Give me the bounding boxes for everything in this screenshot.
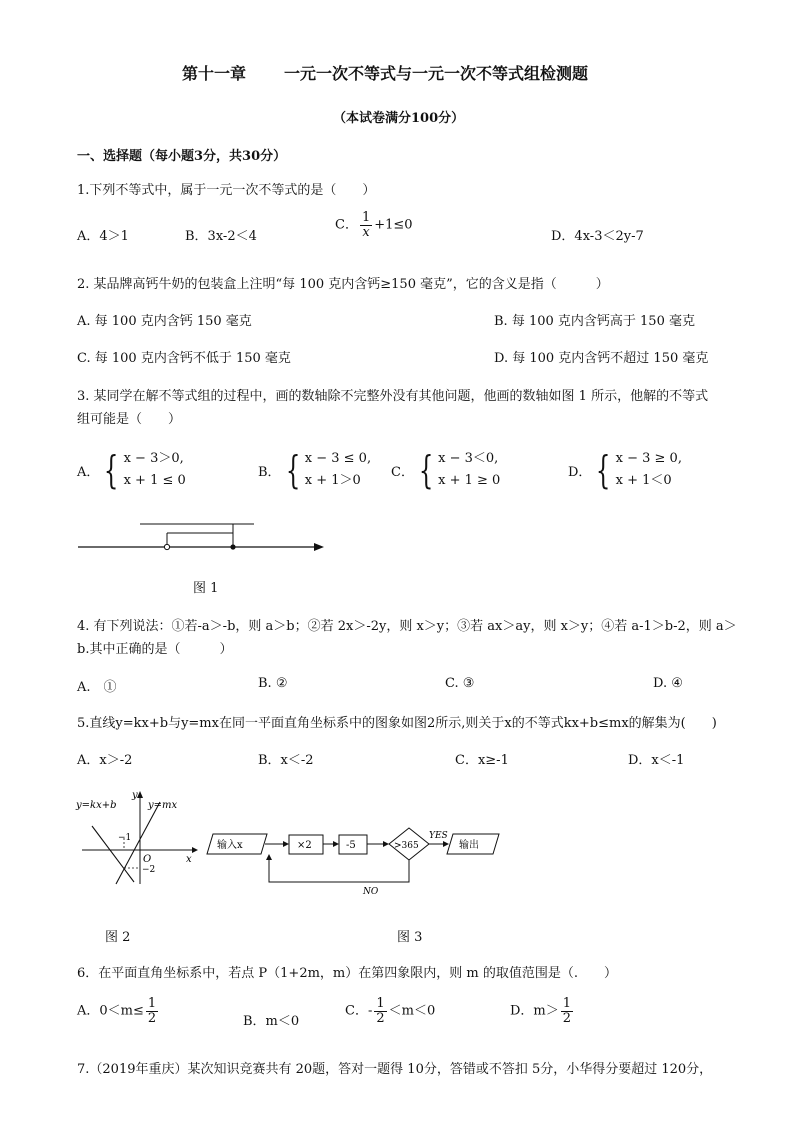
closed-point	[230, 544, 235, 549]
q5-option-c: C．x≥-1	[455, 753, 509, 768]
q4-option-d: D. ④	[653, 676, 683, 691]
tick-neg2: −2	[142, 865, 156, 875]
section-heading: 一、选择题（每小题3分，共30分）	[77, 149, 287, 164]
q6-option-d: D．m＞ $\frac{1}{2}$	[510, 996, 572, 1026]
q4-option-a: A. ①	[77, 680, 117, 695]
q6-option-a: A．0＜m≤ $\frac{1}{2}$	[77, 996, 157, 1026]
label-x: x	[186, 854, 192, 865]
flow-output-label: 输出	[459, 840, 479, 851]
q4-option-c: C. ③	[445, 676, 475, 691]
q1-stem: 1.下列不等式中，属于一元一次不等式的是（ ）	[77, 183, 376, 198]
x-axis-arrow	[192, 847, 198, 853]
label-origin: O	[143, 854, 152, 865]
q2-option-b: B. 每 100 克内含钙高于 150 毫克	[494, 314, 695, 329]
figure-3-flowchart	[205, 826, 505, 898]
q6-stem: 6．在平面直角坐标系中，若点 P（1+2m，m）在第四象限内，则 m 的取值范围是（. ）	[77, 966, 617, 981]
q1-option-c: C． $\frac{1}{x}$ +1≤0	[335, 210, 413, 240]
q2-option-c: C. 每 100 克内含钙不低于 150 毫克	[77, 351, 291, 366]
figure-1-caption: 图 1	[193, 581, 219, 596]
q5-option-a: A．x＞-2	[77, 753, 133, 768]
q3-option-b: B． { x − 3 ≤ 0, x + 1＞0	[258, 448, 372, 493]
q2-option-d: D. 每 100 克内含钙不超过 150 毫克	[494, 351, 709, 366]
figure-3-caption: 图 3	[397, 930, 423, 945]
figure-2-caption: 图 2	[105, 930, 131, 945]
figure-2-graph	[74, 788, 204, 888]
flow-yes-label: YES	[429, 831, 448, 841]
q6-option-b: B．m＜0	[243, 1014, 300, 1029]
number-line-arrow	[314, 543, 324, 551]
flow-no-label: NO	[363, 887, 379, 897]
flow-compare-label: >365	[394, 841, 419, 851]
q1-option-a: A．4＞1	[77, 229, 129, 244]
page-title	[182, 61, 588, 84]
y-axis-arrow	[137, 791, 143, 798]
tick-neg1: −1	[118, 833, 132, 843]
figure-1-number-line	[78, 518, 333, 558]
q2-stem: 2. 某品牌高钙牛奶的包装盒上注明“每 100 克内含钙≥150 毫克”，它的含义是指（ ）	[77, 277, 609, 292]
q4-line1: 4. 有下列说法：①若-a＞-b，则 a＞b；②若 2x＞-2y，则 x＞y；③若 ax＞ay，则 x＞y；④若 a-1＞b-2，则 a＞	[77, 619, 737, 634]
q1-option-d: D．4x-3＜2y-7	[551, 229, 644, 244]
title-text: 一元一次不等式与一元一次不等式组检测题	[284, 64, 589, 83]
q5-stem: 5.直线y=kx+b与y=mx在同一平面直角坐标系中的图象如图2所示,则关于x的不等式kx+b≤mx的解集为( )	[77, 716, 717, 731]
label-mx: y=mx	[148, 800, 178, 811]
open-point	[164, 544, 169, 549]
q5-option-d: D．x＜-1	[628, 753, 685, 768]
chapter-label: 第十一章	[182, 64, 247, 83]
q4-option-b: B. ②	[258, 676, 288, 691]
q6-option-c: C．- $\frac{1}{2}$ ＜m＜0	[345, 996, 436, 1026]
q3-option-a: A． { x − 3＞0, x + 1 ≤ 0	[77, 448, 186, 493]
flow-times2-label: ×2	[297, 840, 312, 851]
label-y: y	[132, 790, 138, 801]
flow-loop-line	[269, 858, 409, 882]
q3-stem-line2: 组可能是（ ）	[77, 412, 182, 427]
flow-input-label: 输入x	[217, 840, 243, 851]
flow-minus5-label: -5	[346, 840, 356, 851]
q5-option-b: B．x＜-2	[258, 753, 314, 768]
q2-option-a: A. 每 100 克内含钙 150 毫克	[77, 314, 252, 329]
q1-option-b: B．3x-2＜4	[185, 229, 257, 244]
label-kx-b: y=kx+b	[76, 800, 117, 811]
q4-line2: b.其中正确的是（ ）	[77, 642, 233, 657]
page-subtitle: （本试卷满分100分）	[333, 111, 465, 126]
q7-stem: 7.（2019年重庆）某次知识竞赛共有 20题，答对一题得 10分，答错或不答扣 5分，小华得分要超过 120分，	[77, 1062, 713, 1077]
q3-option-c: C． { x − 3＜0, x + 1 ≥ 0	[391, 448, 501, 493]
q3-stem-line1: 3. 某同学在解不等式组的过程中，画的数轴除不完整外没有其他问题，他画的数轴如图 1 所示，他解的不等式	[77, 389, 709, 404]
q3-option-d: D． { x − 3 ≥ 0, x + 1＜0	[568, 448, 682, 493]
q1-c-fraction: $\frac{1}{x}$	[361, 210, 371, 240]
